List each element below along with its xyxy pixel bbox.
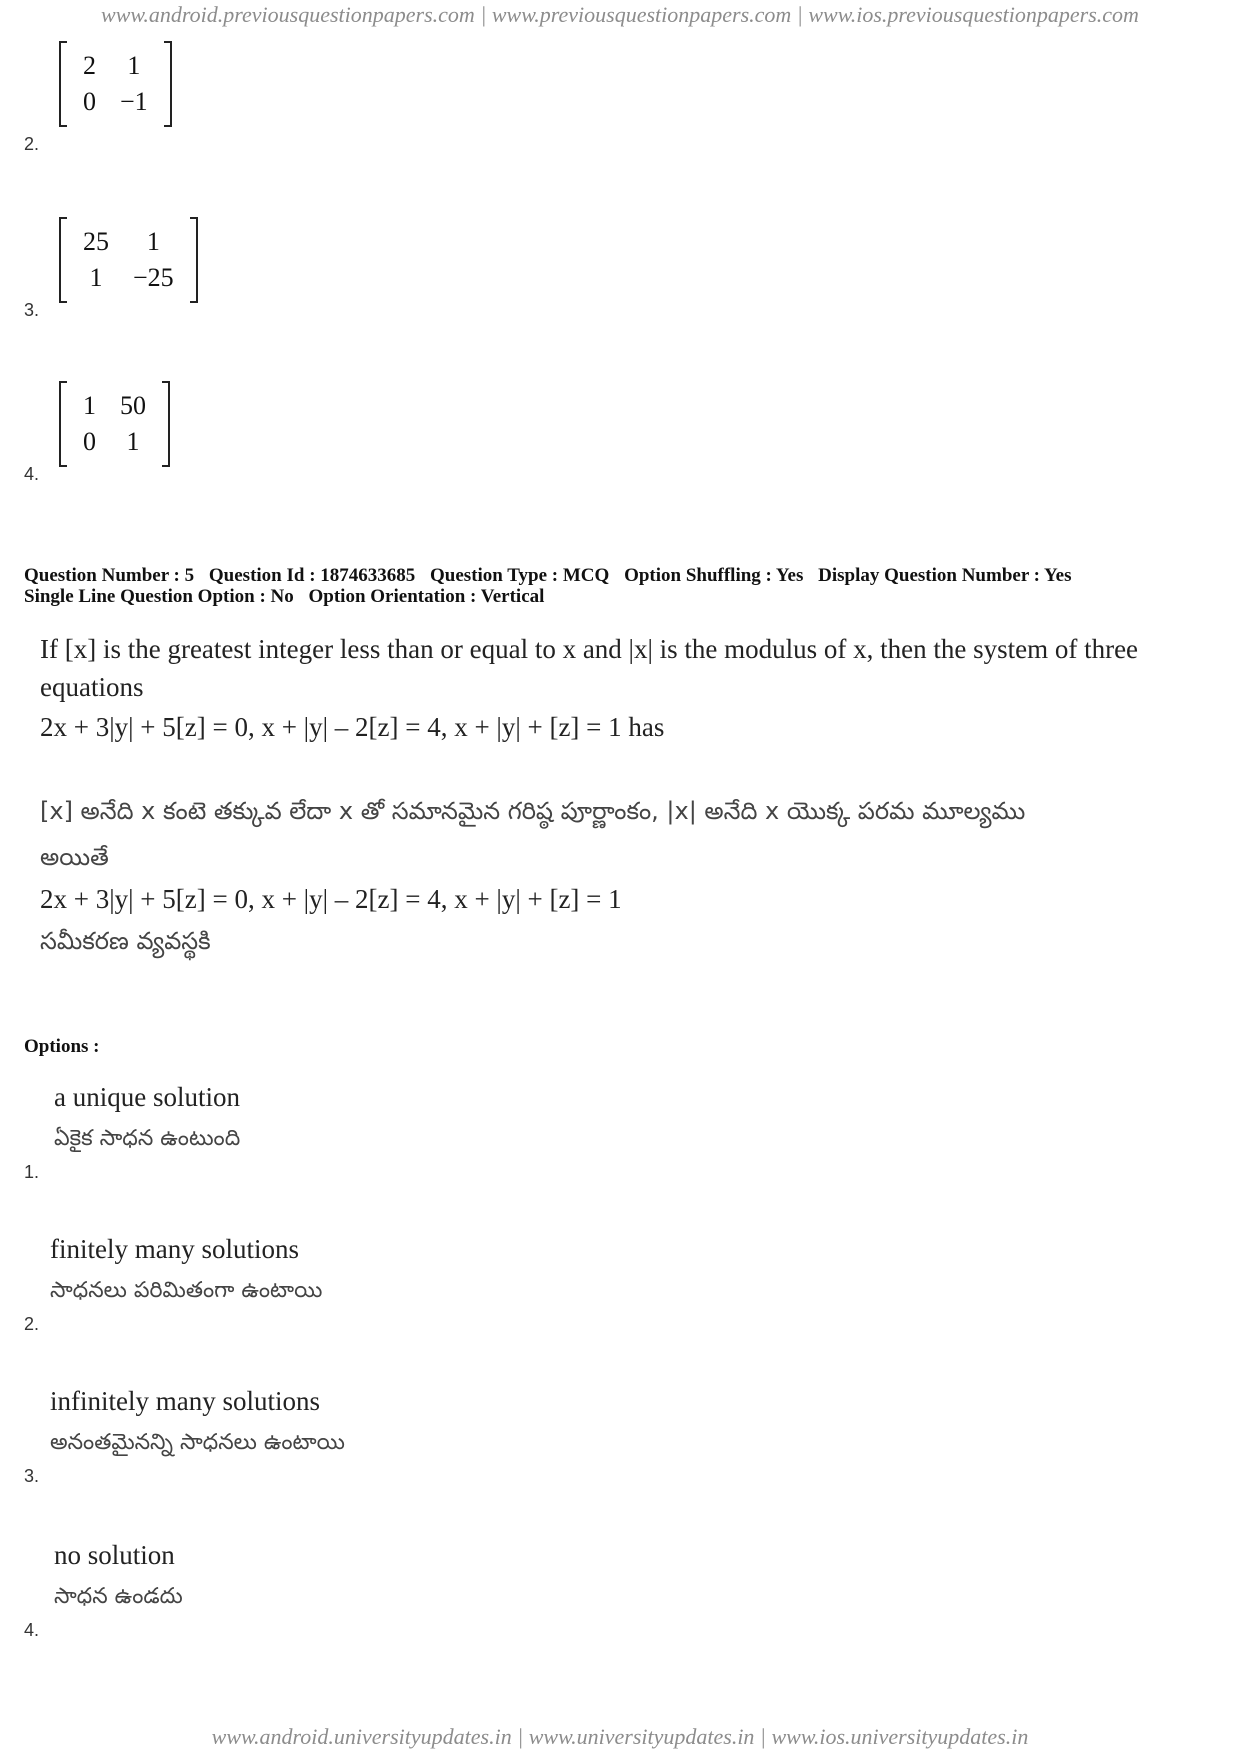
previous-option-4	[24, 382, 324, 512]
question-text-english: If [x] is the greatest integer less than or equal to x and |x| is the modulus of x, then the system of three equations	[40, 634, 1139, 702]
option-text-english: finitely many solutions	[50, 1234, 299, 1264]
option-number: 4.	[24, 1620, 40, 1640]
question-meta	[24, 565, 1224, 607]
matrix	[59, 382, 170, 466]
previous-option-3	[24, 218, 324, 348]
matrix	[59, 42, 172, 126]
question-id: Question Id : 1874633685	[208, 565, 416, 586]
header-watermark: www.android.previousquestionpapers.com | www.previousquestionpapers.com | www.ios.previousquestionpapers.com	[101, 2, 1139, 27]
answer-option-3	[24, 1386, 624, 1516]
matrix-cell: 1	[127, 51, 141, 80]
single-line-option: Single Line Question Option : No	[24, 586, 294, 607]
option-shuffling: Option Shuffling : Yes	[624, 565, 804, 586]
option-text-telugu: సాధనలు పరిమితంగా ఉంటాయి	[50, 1278, 323, 1303]
answer-option-2	[24, 1234, 624, 1364]
matrix-cell: 1	[83, 391, 96, 420]
option-number: 3.	[24, 1466, 40, 1486]
question-equations-english: 2x + 3|y| + 5[z] = 0, x + |y| – 2[z] = 4, x + |y| + [z] = 1 has	[40, 712, 665, 742]
question-text-telugu-end: సమీకరణ వ్యవస్థకి	[40, 927, 211, 955]
option-number: 1.	[24, 1162, 40, 1182]
option-text-telugu: అనంతమైనన్ని సాధనలు ఉంటాయి	[50, 1430, 345, 1455]
matrix-cell: 2	[83, 51, 96, 80]
question-equations-telugu: 2x + 3|y| + 5[z] = 0, x + |y| – 2[z] = 4, x + |y| + [z] = 1	[40, 884, 622, 914]
display-question-number: Display Question Number : Yes	[818, 565, 1072, 586]
question-text-telugu-cont: అయితే	[40, 843, 109, 871]
matrix-cell: 0	[83, 87, 96, 116]
option-orientation: Option Orientation : Vertical	[308, 586, 545, 607]
matrix	[59, 218, 198, 302]
matrix-cell: −1	[120, 87, 148, 116]
option-text-english: infinitely many solutions	[50, 1386, 320, 1416]
option-text-english: no solution	[54, 1540, 175, 1570]
question-number: Question Number : 5	[24, 565, 195, 586]
question-text-telugu: [x] అనేది x కంటె తక్కువ లేదా x తో సమానమైన గరిష్ఠ పూర్ణాంకం, |x| అనేది x యొక్క పరమ మూల్యము	[40, 797, 1026, 825]
answer-option-1	[24, 1082, 624, 1212]
option-number: 4.	[24, 464, 40, 484]
option-text-english: a unique solution	[54, 1082, 240, 1112]
matrix-cell: 1	[126, 427, 140, 456]
option-number: 3.	[24, 300, 40, 320]
matrix-cell: −25	[133, 263, 174, 292]
options-label: Options :	[24, 1036, 100, 1057]
option-number: 2.	[24, 1314, 40, 1334]
question-body	[40, 630, 1160, 964]
matrix-cell: 50	[120, 391, 146, 420]
option-text-telugu: ఏకైక సాధన ఉంటుంది	[54, 1126, 241, 1151]
option-text-telugu: సాధన ఉండదు	[54, 1584, 183, 1609]
option-number: 2.	[24, 134, 40, 154]
answer-option-4	[24, 1540, 624, 1670]
matrix-cell: 1	[89, 263, 103, 292]
matrix-cell: 25	[83, 227, 109, 256]
previous-option-2	[24, 42, 324, 172]
matrix-cell: 1	[146, 227, 160, 256]
question-type: Question Type : MCQ	[430, 565, 610, 586]
matrix-cell: 0	[83, 427, 96, 456]
footer-watermark: www.android.universityupdates.in | www.universityupdates.in | www.ios.universityupdates.in	[211, 1724, 1029, 1749]
